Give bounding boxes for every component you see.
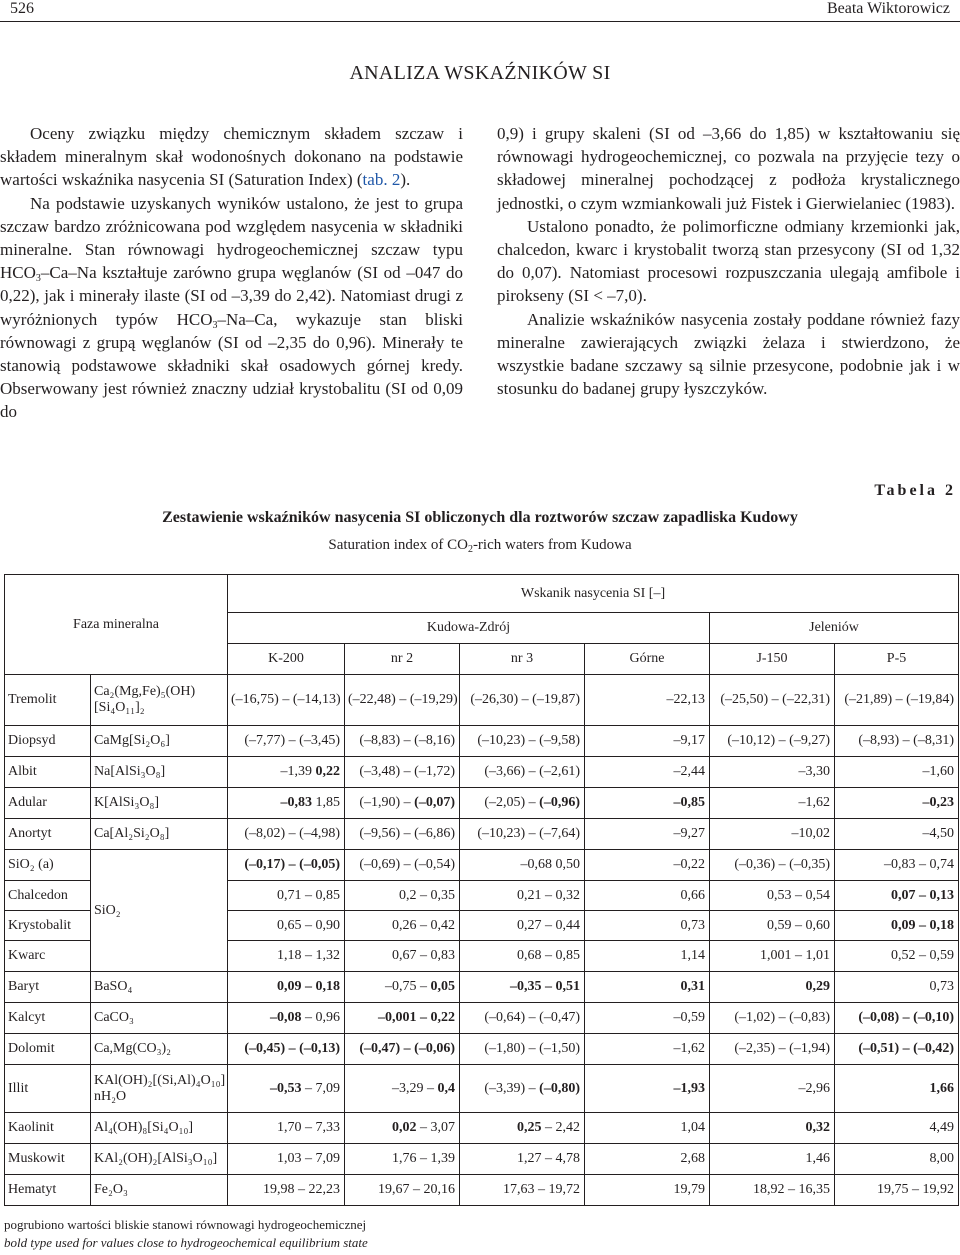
si-value-cell: (–21,89) – (–19,84)	[835, 675, 959, 726]
table-row	[5, 1175, 959, 1206]
si-value-cell: 1,70 – 7,33	[228, 1113, 345, 1144]
si-value-cell: 0,29	[710, 972, 835, 1003]
si-value-cell: (–10,23) – (–7,64)	[460, 819, 585, 850]
si-value-cell: 0,25 – 2,42	[460, 1113, 585, 1144]
si-value-cell: –0,23	[835, 788, 959, 819]
header-group-kudowa-zdroj: Kudowa-Zdrój	[228, 613, 710, 644]
si-value-cell: –1,60	[835, 757, 959, 788]
si-value-cell: (–10,12) – (–9,27)	[710, 726, 835, 757]
si-value-cell: –9,27	[585, 819, 710, 850]
table-row	[5, 788, 959, 819]
table-row	[5, 675, 959, 726]
mineral-name-cell: Chalcedon	[5, 881, 91, 911]
si-value-cell: –4,50	[835, 819, 959, 850]
si-value-cell: –0,001 – 0,22	[345, 1003, 460, 1034]
si-value-cell: –0,35 – 0,51	[460, 972, 585, 1003]
paragraph-2: Na podstawie uzyskanych wyników ustalono, że jest to grupa szczaw bardzo zróżnicowana pod względem nasycenia w składniki mineralne. Stan równowagi hydrogeochemicznej szczaw typu $HCO_3-Ca-Na$ kształtuje zarówno grupa węglanów (SI od –047 do 0,22), jak i minerały ilaste (SI od –3,39 do 2,42). Natomiast drugi z wyróżnionych typów $HCO_3-Na-Ca$, wykazuje stan bliski równowagi z grupą węglanów (SI od –2,35 do 0,96). Minerały te stanowią podstawowe składniki skał osadowych górnej kredy. Obserwowany jest również znaczny udział krystobalitu (SI od 0,09 do	[0, 193, 463, 422]
si-value-cell: 19,67 – 20,16	[345, 1175, 460, 1206]
si-value-cell: (–8,02) – (–4,98)	[228, 819, 345, 850]
si-value-cell: 19,98 – 22,23	[228, 1175, 345, 1206]
mineral-name-cell: Muskowit	[5, 1144, 91, 1175]
si-value-cell: 4,49	[835, 1113, 959, 1144]
si-value-cell: 0,27 – 0,44	[460, 911, 585, 941]
table-row	[5, 819, 959, 850]
si-value-cell: (–25,50) – (–22,31)	[710, 675, 835, 726]
col-header: J-150	[710, 644, 835, 675]
si-value-cell: (–3,48) – (–1,72)	[345, 757, 460, 788]
si-value-cell: 18,92 – 16,35	[710, 1175, 835, 1206]
mineral-name-cell: Albit	[5, 757, 91, 788]
si-value-cell: 1,46	[710, 1144, 835, 1175]
si-value-cell: (–0,36) – (–0,35)	[710, 850, 835, 881]
formula-cell: CaCO₃	[91, 1003, 228, 1034]
header-faza-mineralna: Faza mineralna	[5, 575, 228, 675]
paragraph-2-continued: 0,9) i grupy skaleni (SI od –3,66 do 1,85) w kształtowaniu się równowagi hydrogeochemicznej, co pozwala na przyjęcie tezy o składowej mineralnej pochodzącej z podłoża krystalicznego jednostki, o czym wzmiankowali już Fistek i Gierwielaniec (1983).	[497, 124, 960, 213]
si-value-cell: –0,22	[585, 850, 710, 881]
si-value-cell: –2,96	[710, 1065, 835, 1113]
si-value-cell: (–1,02) – (–0,83)	[710, 1003, 835, 1034]
formula-cell: CaMg[Si₂O₆]	[91, 726, 228, 757]
table-row	[5, 1113, 959, 1144]
formula-cell: KAl₂(OH)₂[AlSi₃O₁₀]	[91, 1144, 228, 1175]
si-value-cell: –9,17	[585, 726, 710, 757]
si-value-cell: (–0,51) – (–0,42)	[835, 1034, 959, 1065]
mineral-name-cell: SiO₂ (a)	[5, 850, 91, 881]
si-value-cell: 1,14	[585, 941, 710, 972]
si-value-cell: (–8,93) – (–8,31)	[835, 726, 959, 757]
si-value-cell: 1,04	[585, 1113, 710, 1144]
si-value-cell: 0,67 – 0,83	[345, 941, 460, 972]
si-value-cell: 0,73	[835, 972, 959, 1003]
si-value-cell: (–22,48) – (–19,29)	[345, 675, 460, 726]
si-value-cell: 19,79	[585, 1175, 710, 1206]
si-value-cell: (–0,64) – (–0,47)	[460, 1003, 585, 1034]
formula-cell: SiO₂	[91, 850, 228, 972]
si-value-cell: (–7,77) – (–3,45)	[228, 726, 345, 757]
paragraph-3: Ustalono ponadto, że polimorficzne odmiany krzemionki jak, chalcedon, kwarc i krystobalit tworzą stan przesycony (SI od 1,32 do 0,07). Natomiast procesowi rozpuszczania ulegają amfibole i pirokseny (SI < –7,0).	[497, 216, 960, 306]
paragraph-4: Analizie wskaźników nasycenia zostały poddane również fazy mineralne zawierających związki żelaza i stwierdzono, że wszystkie badane szczawy są silnie przesycone, podobnie jak i w stosunku do badanej grupy łyszczyków.	[497, 309, 960, 399]
mineral-name-cell: Hematyt	[5, 1175, 91, 1206]
table-row	[5, 1065, 959, 1113]
mineral-name-cell: Illit	[5, 1065, 91, 1113]
formula-cell: Fe₂O₃	[91, 1175, 228, 1206]
mineral-name-cell: Kaolinit	[5, 1113, 91, 1144]
formula-cell: Ca₂(Mg,Fe)₅(OH)[Si₄O₁₁]₂	[91, 675, 228, 726]
text-column-left	[0, 122, 463, 424]
table-2-reference-link[interactable]: tab. 2	[362, 170, 401, 190]
footnote-english: bold type used for values close to hydrogeochemical equilibrium state	[4, 1235, 368, 1250]
si-value-cell: 0,66	[585, 881, 710, 911]
mineral-name-cell: Dolomit	[5, 1034, 91, 1065]
table-body	[5, 675, 959, 1206]
text-column-right	[497, 122, 960, 400]
si-value-cell: –1,62	[710, 788, 835, 819]
formula-cell: Na[AlSi₃O₈]	[91, 757, 228, 788]
si-value-cell: –22,13	[585, 675, 710, 726]
si-value-cell: 0,73	[585, 911, 710, 941]
si-value-cell: (–0,08) – (–0,10)	[835, 1003, 959, 1034]
si-value-cell: –1,62	[585, 1034, 710, 1065]
si-value-cell: (–9,56) – (–6,86)	[345, 819, 460, 850]
formula-cell: Ca[Al₂Si₂O₈]	[91, 819, 228, 850]
si-value-cell: –1,39 0,22	[228, 757, 345, 788]
si-value-cell: –0,53 – 7,09	[228, 1065, 345, 1113]
si-value-cell: 1,001 – 1,01	[710, 941, 835, 972]
formula-cell: KAl(OH)₂[(Si,Al)₄O₁₀] nH₂O	[91, 1065, 228, 1113]
si-value-cell: 0,65 – 0,90	[228, 911, 345, 941]
running-header	[0, 0, 960, 22]
si-value-cell: (–1,90) – (–0,07)	[345, 788, 460, 819]
si-value-cell: (–16,75) – (–14,13)	[228, 675, 345, 726]
si-value-cell: (–26,30) – (–19,87)	[460, 675, 585, 726]
table-label: Tabela 2	[874, 482, 956, 499]
saturation-index-table	[4, 574, 959, 1206]
si-value-cell: 0,59 – 0,60	[710, 911, 835, 941]
col-header: nr 2	[345, 644, 460, 675]
si-value-cell: –2,44	[585, 757, 710, 788]
formula-cell: Ca,Mg(CO₃)₂	[91, 1034, 228, 1065]
page-number: 526	[10, 0, 34, 17]
si-value-cell: 1,18 – 1,32	[228, 941, 345, 972]
table-row	[5, 1144, 959, 1175]
si-value-cell: –0,83 1,85	[228, 788, 345, 819]
table-row	[5, 850, 959, 881]
si-value-cell: –0,59	[585, 1003, 710, 1034]
mineral-name-cell: Anortyt	[5, 819, 91, 850]
formula-cell: K[AlSi₃O₈]	[91, 788, 228, 819]
si-value-cell: (–0,45) – (–0,13)	[228, 1034, 345, 1065]
si-value-cell: –3,30	[710, 757, 835, 788]
si-value-cell: (–0,69) – (–0,54)	[345, 850, 460, 881]
mineral-name-cell: Kwarc	[5, 941, 91, 972]
si-value-cell: 1,66	[835, 1065, 959, 1113]
paragraph-1: Oceny związku między chemicznym składem szczaw i składem mineralnym skał wodonośnych dokonano na podstawie wartości wskaźnika nasycenia SI (Saturation Index) (tab. 2).	[0, 124, 463, 190]
si-value-cell: (–2,05) – (–0,96)	[460, 788, 585, 819]
si-value-cell: 0,71 – 0,85	[228, 881, 345, 911]
si-value-cell: –0,68 0,50	[460, 850, 585, 881]
header-rule	[0, 21, 960, 22]
si-value-cell: –0,08 – 0,96	[228, 1003, 345, 1034]
col-header: nr 3	[460, 644, 585, 675]
si-value-cell: 0,68 – 0,85	[460, 941, 585, 972]
formula-cell: BaSO₄	[91, 972, 228, 1003]
running-author: Beata Wiktorowicz	[826, 0, 950, 17]
si-value-cell: 1,03 – 7,09	[228, 1144, 345, 1175]
si-value-cell: 1,27 – 4,78	[460, 1144, 585, 1175]
si-value-cell: 0,09 – 0,18	[835, 911, 959, 941]
si-value-cell: –3,29 – 0,4	[345, 1065, 460, 1113]
table-title: Zestawienie wskaźników nasycenia SI obliczonych dla roztworów szczaw zapadliska Kudowy	[162, 509, 798, 526]
table-subtitle: Saturation index of $CO_2$-rich waters from Kudowa	[328, 537, 632, 555]
table-row	[5, 726, 959, 757]
header-group-jeleniow: Jeleniów	[710, 613, 959, 644]
si-value-cell: –0,85	[585, 788, 710, 819]
header-saturation-index: Wskanik nasycenia SI [–]	[228, 575, 959, 613]
mineral-name-cell: Krystobalit	[5, 911, 91, 941]
si-value-cell: (–2,35) – (–1,94)	[710, 1034, 835, 1065]
table-row	[5, 1034, 959, 1065]
mineral-name-cell: Diopsyd	[5, 726, 91, 757]
si-value-cell: (–3,39) – (–0,80)	[460, 1065, 585, 1113]
si-value-cell: 0,53 – 0,54	[710, 881, 835, 911]
si-value-cell: 0,32	[710, 1113, 835, 1144]
si-value-cell: 0,31	[585, 972, 710, 1003]
si-value-cell: –10,02	[710, 819, 835, 850]
si-value-cell: (–10,23) – (–9,58)	[460, 726, 585, 757]
col-header: P-5	[835, 644, 959, 675]
si-value-cell: 0,09 – 0,18	[228, 972, 345, 1003]
si-value-cell: (–0,47) – (–0,06)	[345, 1034, 460, 1065]
footnote-polish: pogrubiono wartości bliskie stanowi równowagi hydrogeochemicznej	[4, 1217, 367, 1232]
mineral-name-cell: Tremolit	[5, 675, 91, 726]
table-row	[5, 972, 959, 1003]
table-row	[5, 757, 959, 788]
si-value-cell: (–0,17) – (–0,05)	[228, 850, 345, 881]
mineral-name-cell: Adular	[5, 788, 91, 819]
col-header: K-200	[228, 644, 345, 675]
si-value-cell: 0,26 – 0,42	[345, 911, 460, 941]
col-header: Górne	[585, 644, 710, 675]
si-value-cell: (–8,83) – (–8,16)	[345, 726, 460, 757]
mineral-name-cell: Baryt	[5, 972, 91, 1003]
si-value-cell: 0,02 – 3,07	[345, 1113, 460, 1144]
si-value-cell: 0,07 – 0,13	[835, 881, 959, 911]
si-value-cell: –1,93	[585, 1065, 710, 1113]
section-title: ANALIZA WSKAŹNIKÓW SI	[349, 62, 611, 84]
si-value-cell: 0,21 – 0,32	[460, 881, 585, 911]
si-value-cell: 8,00	[835, 1144, 959, 1175]
si-value-cell: (–1,80) – (–1,50)	[460, 1034, 585, 1065]
mineral-name-cell: Kalcyt	[5, 1003, 91, 1034]
si-value-cell: 2,68	[585, 1144, 710, 1175]
si-value-cell: –0,75 – 0,05	[345, 972, 460, 1003]
si-value-cell: 17,63 – 19,72	[460, 1175, 585, 1206]
formula-cell: Al₄(OH)₈[Si₄O₁₀]	[91, 1113, 228, 1144]
si-value-cell: 0,52 – 0,59	[835, 941, 959, 972]
si-value-cell: 19,75 – 19,92	[835, 1175, 959, 1206]
table-row	[5, 1003, 959, 1034]
si-value-cell: 0,2 – 0,35	[345, 881, 460, 911]
si-value-cell: (–3,66) – (–2,61)	[460, 757, 585, 788]
si-value-cell: –0,83 – 0,74	[835, 850, 959, 881]
si-value-cell: 1,76 – 1,39	[345, 1144, 460, 1175]
table-footnote	[4, 1216, 368, 1252]
